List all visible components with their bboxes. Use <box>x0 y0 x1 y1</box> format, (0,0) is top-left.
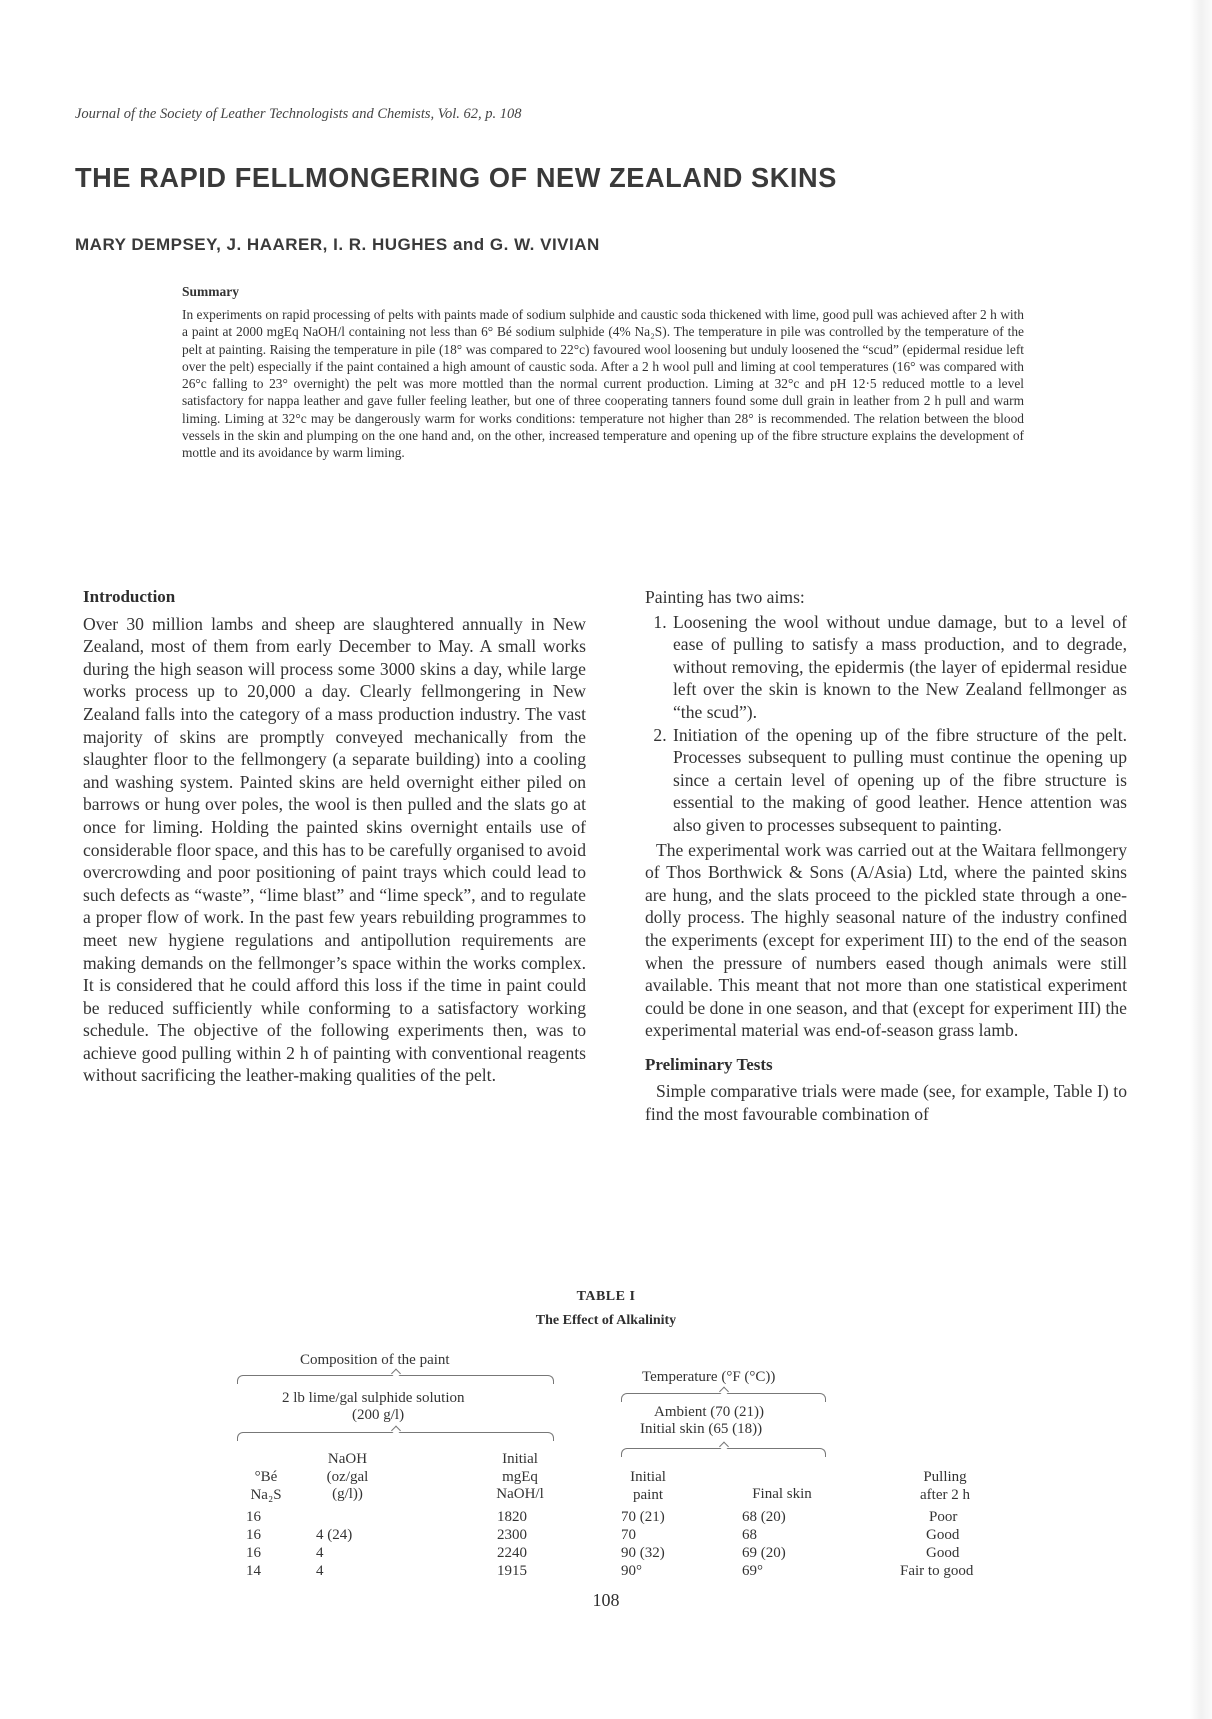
brace-solution <box>237 1432 554 1441</box>
col-header-mgeq: Initial mgEq NaOH/l <box>496 1451 544 1502</box>
aim-item: 1. Loosening the wool without undue damage, but to a level of ease of pulling to satisfy a mass production, and to degrade, without removing, the epidermis (the layer of epidermal residue left over the skin is known to the New Zealand fellmonger as “the scud”). <box>671 611 1127 724</box>
group-header-solution-conc: (200 g/l) <box>352 1407 405 1423</box>
summary-heading: Summary <box>182 284 239 299</box>
group-header-solution: 2 lb lime/gal sulphide solution <box>282 1390 465 1406</box>
brace-composition <box>237 1375 554 1384</box>
aim-item: 2. Initiation of the opening up of the fibre structure of the pelt. Processes subsequent to pulling must continue the opening up since a certain level of opening up of the fibre structure is essential to the making of good leather. Hence attention was also given to processes subsequent to painting. <box>671 724 1127 837</box>
alkalinity-table: Composition of the paint 2 lb lime/gal sulphide solution (200 g/l) Temperature (°F (°C)) Ambient (70 (21)) Initial skin (65 (18)) °Bé Na₂S NaOH (oz/gal (g/l)) Initial mgEq NaOH/l Initial paint Final skin Pulling after 2 h 16 1820 70 (21) 68 (20) Poor 16 4 (24) 2300 70 68 Good 16 4 2240 90 (32) 69 (20) Good 14 4 1915 90° 69° Fair to good <box>0 0 1212 1719</box>
experimental-text: The experimental work was carried out at the Waitara fellmongery of Thos Borthwick & Sons (A/Asia) Ltd, where the painted skins are hung, and the slats proceed to the pickled state through a one-dolly process. The highly seasonal nature of the industry confined the experiments (except for experiment III) to the end of the season when the pressure of numbers eased though animals were still available. This meant that not more than one statistical experiment could be done in one season, and that (except for experiment III) the experimental material was end-of-season grass lamb. <box>645 839 1127 1041</box>
col-header-pulling: Pulling after 2 h <box>920 1469 970 1503</box>
table-label: TABLE I <box>576 1289 636 1304</box>
table-caption: The Effect of Alkalinity <box>535 1313 677 1328</box>
group-header-temperature: Temperature (°F (°C)) <box>642 1369 776 1385</box>
aims-intro: Painting has two aims: <box>645 587 805 607</box>
group-header-composition: Composition of the paint <box>300 1352 450 1368</box>
col-header-initial-paint: Initial paint <box>630 1469 666 1503</box>
preliminary-tests-text: Simple comparative trials were made (see, for example, Table I) to find the most favourable combination of <box>645 1081 1127 1125</box>
col-header-be: °Bé Na₂S <box>250 1469 282 1503</box>
introduction-heading: Introduction <box>83 587 176 606</box>
introduction-text: Over 30 million lambs and sheep are slaughtered annually in New Zealand, most of them from early December to May. A small works during the high season will process some 3000 skins a day, while large works process up to 20,000 a day. Clearly fellmongering in New Zealand falls into the category of a mass production industry. The vast majority of skins are promptly conveyed mechanically from the slaughter floor to the fellmongery (a separate building) into a cooling and washing system. Painted skins are held overnight either piled on barrows or hung over poles, the wool is then pulled and the slats go at once for liming. Holding the painted skins overnight entails use of considerable floor space, and this has to be carefully organised to avoid overcrowding and poor positioning of paint trays which could lead to such defects as “waste”, “lime blast” and “lime speck”, and to regulate a proper flow of work. In the past few years rebuilding programmes to meet new hygiene regulations and antipollution requirements are making demands on the fellmonger’s space within the works complex. It is considered that he could afford this loss if the time in paint could be reduced sufficiently while conforming to a satisfactory working schedule. The objective of the following experiments then, was to achieve good pulling within 2 h of painting with conventional reagents without sacrificing the leather-making qualities of the pelt. <box>83 613 586 1086</box>
preliminary-tests-heading: Preliminary Tests <box>645 1054 773 1074</box>
article-title: THE RAPID FELLMONGERING OF NEW ZEALAND SKINS <box>75 162 837 193</box>
brace-temperature <box>621 1393 826 1402</box>
author-list: MARY DEMPSEY, J. HAARER, I. R. HUGHES and G. W. VIVIAN <box>75 235 600 254</box>
group-header-ambient: Ambient (70 (21)) <box>654 1404 764 1420</box>
brace-initial-skin <box>621 1448 826 1457</box>
group-header-initial-skin: Initial skin (65 (18)) <box>640 1421 763 1437</box>
page-number: 108 <box>592 1590 620 1610</box>
col-header-naoh: NaOH (oz/gal (g/l)) <box>326 1451 369 1502</box>
col-header-final-skin: Final skin <box>752 1486 812 1502</box>
journal-citation: Journal of the Society of Leather Technologists and Chemists, Vol. 62, p. 108 <box>75 106 522 122</box>
summary-text: In experiments on rapid processing of pelts with paints made of sodium sulphide and caustic soda thickened with lime, good pull was achieved after 2 h with a paint at 2000 mgEq NaOH/l containing not less than 6° Bé sodium sulphide (4% Na₂S). The temperature in pile was controlled by the temperature of the pelt at painting. Raising the temperature in pile (18° was compared to 22°c) favoured wool loosening but unduly loosened the “scud” (epidermal residue left over the pelt) especially if the paint contained a high amount of caustic soda. After a 2 h wool pull and liming at cool temperatures (16° was compared with 26°c falling to 23° overnight) the pelt was more mottled than the normal current production. Liming at 32°c and pH 12·5 reduced mottle to a level satisfactory for nappa leather and gave fuller feeling leather, but one of three cooperating tanners found some dull grain in leather from 2 h pull and warm liming. Liming at 32°c may be dangerously warm for works conditions: temperature not higher than 28° is recommended. The relation between the blood vessels in the skin and plumping on the one hand and, on the other, increased temperature and opening up of the fibre structure explains the development of mottle and its avoidance by warm liming. <box>182 307 1024 461</box>
